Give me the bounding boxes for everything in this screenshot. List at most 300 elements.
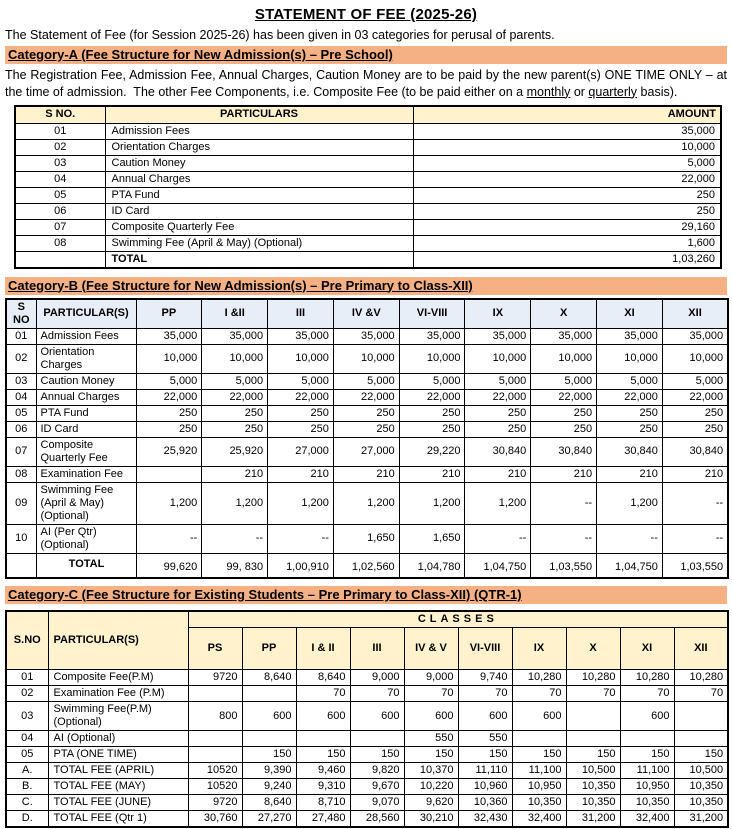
table-cell: 11,110	[458, 763, 512, 779]
table-cell: 250	[202, 421, 268, 437]
description-text: The Registration Fee, Admission Fee, Annual Charges, Caution Money are to be paid by the new parent(s) ONE TIME ONLY – at the time of admission. The other Fee Components, i.e. Composite Fee (to be paid either on a	[5, 68, 731, 99]
table-cell: 9,820	[350, 763, 404, 779]
table-cell: 9,000	[404, 670, 458, 686]
table-row	[15, 235, 721, 251]
table-cell: 35,000	[268, 328, 334, 344]
table-cell: --	[597, 524, 663, 553]
table-cell: 99,620	[136, 553, 202, 578]
table-cell: 70	[674, 686, 728, 702]
table-cell: 250	[531, 405, 597, 421]
table-row	[15, 123, 721, 139]
table-cell: 1,04,750	[597, 553, 663, 578]
classes-group-header: CLASSES	[188, 611, 728, 628]
table-cell: 10,350	[566, 795, 620, 811]
intro-text: The Statement of Fee (for Session 2025-26) has been given in 03 categories for perusal of parents.	[5, 28, 555, 42]
table-cell: 600	[458, 702, 512, 731]
table-cell: 9720	[188, 795, 242, 811]
table-cell: 32,400	[512, 811, 566, 828]
table-cell: 35,000	[531, 328, 597, 344]
table-cell: TOTAL	[36, 553, 136, 578]
table-cell: 250	[333, 405, 399, 421]
table-cell: 05	[6, 747, 48, 763]
category-c-heading	[5, 586, 727, 604]
table-cell: AI (Per Qtr) (Optional)	[36, 524, 136, 553]
table-cell: 35,000	[597, 328, 663, 344]
column-header-class-9: IX	[512, 628, 566, 670]
table-cell: 8,640	[242, 670, 296, 686]
column-header-class-pp: PP	[242, 628, 296, 670]
table-cell: ID Card	[36, 421, 136, 437]
table-cell: 22,000	[333, 389, 399, 405]
table-cell: 10	[6, 524, 36, 553]
table-cell: 10,000	[268, 344, 334, 373]
table-cell: 10,280	[512, 670, 566, 686]
column-header-class-4-5: IV & V	[404, 628, 458, 670]
table-cell	[296, 731, 350, 747]
column-header-class-6-8: VI-VIII	[399, 299, 465, 329]
table-row	[6, 328, 728, 344]
category-b-heading	[5, 277, 727, 295]
table-cell: 10,960	[458, 779, 512, 795]
table-cell: 27,270	[242, 811, 296, 828]
page-title: STATEMENT OF FEE (2025-26)	[254, 6, 478, 23]
table-row	[6, 747, 728, 763]
table-cell: 1,200	[333, 482, 399, 524]
category-a-heading	[5, 46, 727, 64]
column-header-class-pp: PP	[136, 299, 202, 329]
table-cell: PTA Fund	[105, 187, 413, 203]
table-cell: 08	[15, 235, 105, 251]
table-cell: Orientation Charges	[105, 139, 413, 155]
column-header-sno: S.NO	[6, 611, 48, 670]
table-cell: 22,000	[413, 171, 721, 187]
table-cell: 600	[296, 702, 350, 731]
table-cell: 70	[512, 686, 566, 702]
table-row	[6, 702, 728, 731]
table-cell: Composite Quarterly Fee	[36, 437, 136, 466]
table-cell: 30,840	[597, 437, 663, 466]
table-cell: 04	[15, 171, 105, 187]
table-cell: 22,000	[202, 389, 268, 405]
column-header-particulars: PARTICULAR(S)	[36, 299, 136, 329]
table-cell: Admission Fees	[105, 123, 413, 139]
quarterly-underlined-word: quarterly	[588, 84, 638, 99]
table-cell: 5,000	[597, 373, 663, 389]
table-cell: 550	[404, 731, 458, 747]
table-cell: 250	[202, 405, 268, 421]
table-cell: 30,840	[531, 437, 597, 466]
table-cell: 8,710	[296, 795, 350, 811]
table-cell: --	[136, 524, 202, 553]
table-row	[6, 763, 728, 779]
table-cell: 70	[296, 686, 350, 702]
table-cell: 1,200	[399, 482, 465, 524]
table-cell: 10,280	[674, 670, 728, 686]
column-header-class-3: III	[350, 628, 404, 670]
table-cell: 600	[242, 702, 296, 731]
table-cell: --	[202, 524, 268, 553]
table-cell: 10,000	[531, 344, 597, 373]
table-cell: D.	[6, 811, 48, 828]
table-cell: 01	[6, 328, 36, 344]
table-cell: 10,000	[662, 344, 728, 373]
table-cell: 35,000	[202, 328, 268, 344]
table-cell	[512, 731, 566, 747]
table-cell	[620, 731, 674, 747]
table-cell: 250	[413, 203, 721, 219]
table-cell: 210	[597, 466, 663, 482]
table-row	[6, 421, 728, 437]
table-row	[6, 686, 728, 702]
table-cell: 02	[6, 344, 36, 373]
table-cell: Caution Money	[36, 373, 136, 389]
table-cell: 28,560	[350, 811, 404, 828]
table-cell: 10,950	[512, 779, 566, 795]
monthly-underlined-word: monthly	[526, 84, 571, 99]
table-cell: Swimming Fee (April & May) (Optional)	[36, 482, 136, 524]
table-cell: 10,500	[566, 763, 620, 779]
table-cell: 03	[15, 155, 105, 171]
column-header-class-ps: PS	[188, 628, 242, 670]
table-cell: 10,350	[674, 779, 728, 795]
table-cell: 210	[662, 466, 728, 482]
table-cell: 31,200	[566, 811, 620, 828]
table-cell: 10,360	[458, 795, 512, 811]
table-cell: 22,000	[597, 389, 663, 405]
table-cell: 25,920	[136, 437, 202, 466]
table-cell: 06	[15, 203, 105, 219]
table-cell: 1,04,750	[465, 553, 531, 578]
column-header-class-12: XII	[674, 628, 728, 670]
table-cell	[15, 251, 105, 268]
table-cell: --	[531, 482, 597, 524]
table-cell: 5,000	[268, 373, 334, 389]
table-cell: 22,000	[136, 389, 202, 405]
table-cell: 25,920	[202, 437, 268, 466]
table-cell	[350, 731, 404, 747]
table-cell: 250	[662, 421, 728, 437]
table-cell: 250	[465, 421, 531, 437]
table-row	[6, 811, 728, 828]
table-cell: 30,210	[404, 811, 458, 828]
table-cell: TOTAL	[105, 251, 413, 268]
column-header-amount: AMOUNT	[413, 106, 721, 123]
table-cell: 09	[6, 482, 36, 524]
table-cell: 03	[6, 373, 36, 389]
column-header-sno: S NO.	[15, 106, 105, 123]
table-cell: --	[268, 524, 334, 553]
table-cell: 210	[202, 466, 268, 482]
table-cell: Caution Money	[105, 155, 413, 171]
table-cell: 5,000	[202, 373, 268, 389]
table-cell: 250	[268, 421, 334, 437]
table-cell	[674, 702, 728, 731]
table-cell: --	[662, 524, 728, 553]
table-cell: 1,200	[202, 482, 268, 524]
table-row	[6, 553, 728, 578]
table-cell: Examination Fee	[36, 466, 136, 482]
table-cell: 9,620	[404, 795, 458, 811]
table-cell: 250	[399, 405, 465, 421]
table-row	[6, 670, 728, 686]
table-cell: 29,160	[413, 219, 721, 235]
table-cell: 04	[6, 731, 48, 747]
table-row	[6, 795, 728, 811]
table-cell: --	[465, 524, 531, 553]
table-cell: 5,000	[662, 373, 728, 389]
table-cell: 150	[350, 747, 404, 763]
table-cell	[242, 686, 296, 702]
table-cell: 9720	[188, 670, 242, 686]
table-cell: 10,000	[597, 344, 663, 373]
table-cell: 9,670	[350, 779, 404, 795]
table-cell: 10,280	[566, 670, 620, 686]
column-header-class-10: X	[566, 628, 620, 670]
table-cell: 8,640	[242, 795, 296, 811]
table-cell: 1,00,910	[268, 553, 334, 578]
table-cell: 05	[6, 405, 36, 421]
table-cell: Composite Fee(P.M)	[48, 670, 188, 686]
table-cell: B.	[6, 779, 48, 795]
column-header-class-1-2: I &II	[202, 299, 268, 329]
table-cell: 08	[6, 466, 36, 482]
table-cell: 1,03,550	[662, 553, 728, 578]
table-row	[6, 437, 728, 466]
table-cell: 99, 830	[202, 553, 268, 578]
table-cell: 10,220	[404, 779, 458, 795]
table-cell: 27,480	[296, 811, 350, 828]
category-a-fee-table	[14, 105, 722, 269]
table-cell: 550	[458, 731, 512, 747]
table-cell: 10,000	[413, 139, 721, 155]
table-cell: 250	[136, 405, 202, 421]
table-cell: 27,000	[333, 437, 399, 466]
table-cell: 70	[566, 686, 620, 702]
table-cell: 250	[333, 421, 399, 437]
table-cell: 5,000	[136, 373, 202, 389]
table-cell: 210	[465, 466, 531, 482]
table-cell: 35,000	[465, 328, 531, 344]
category-b-heading-text: Category-B (Fee Structure for New Admission(s) – Pre Primary to Class-XII)	[8, 277, 473, 293]
table-row	[6, 466, 728, 482]
table-cell: Admission Fees	[36, 328, 136, 344]
table-cell: 8,640	[296, 670, 350, 686]
column-header-class-4-5: IV &V	[333, 299, 399, 329]
table-cell: 1,200	[136, 482, 202, 524]
table-row	[6, 731, 728, 747]
table-cell: ID Card	[105, 203, 413, 219]
table-cell: 10,350	[566, 779, 620, 795]
column-header-class-3: III	[268, 299, 334, 329]
table-cell: 150	[566, 747, 620, 763]
table-cell: --	[531, 524, 597, 553]
table-cell: 10,000	[202, 344, 268, 373]
table-cell	[136, 466, 202, 482]
table-cell: 250	[597, 405, 663, 421]
table-cell: 250	[136, 421, 202, 437]
column-header-class-1-2: I & II	[296, 628, 350, 670]
table-cell: 35,000	[136, 328, 202, 344]
table-cell: 250	[268, 405, 334, 421]
table-cell: 150	[242, 747, 296, 763]
table-row	[15, 203, 721, 219]
table-cell: 10,350	[620, 795, 674, 811]
table-cell: TOTAL FEE (APRIL)	[48, 763, 188, 779]
category-b-fee-table	[5, 298, 729, 580]
table-cell: PTA (ONE TIME)	[48, 747, 188, 763]
table-cell: 70	[350, 686, 404, 702]
table-row	[15, 219, 721, 235]
table-cell: 11,100	[512, 763, 566, 779]
table-cell: 35,000	[333, 328, 399, 344]
table-cell: 30,840	[662, 437, 728, 466]
table-cell: 5,000	[413, 155, 721, 171]
table-cell: 05	[15, 187, 105, 203]
table-cell: 250	[662, 405, 728, 421]
column-header-class-6-8: VI-VIII	[458, 628, 512, 670]
table-cell: 9,070	[350, 795, 404, 811]
table-cell: TOTAL FEE (Qtr 1)	[48, 811, 188, 828]
table-cell: 1,200	[268, 482, 334, 524]
table-cell: 10,000	[136, 344, 202, 373]
table-cell: 150	[296, 747, 350, 763]
table-cell: 5,000	[399, 373, 465, 389]
table-cell: 250	[597, 421, 663, 437]
table-cell: 10,000	[333, 344, 399, 373]
category-c-heading-text: Category-C (Fee Structure for Existing Students – Pre Primary to Class-XII) (QTR-1)	[8, 587, 522, 602]
table-row	[6, 482, 728, 524]
table-cell: 1,600	[413, 235, 721, 251]
table-cell: C.	[6, 795, 48, 811]
table-cell: 30,840	[465, 437, 531, 466]
table-cell: 35,000	[399, 328, 465, 344]
table-cell: 1,04,780	[399, 553, 465, 578]
table-cell: 32,400	[620, 811, 674, 828]
table-cell: 70	[620, 686, 674, 702]
table-cell: 1,650	[333, 524, 399, 553]
table-cell: 600	[620, 702, 674, 731]
table-cell	[566, 731, 620, 747]
table-cell: 9,000	[350, 670, 404, 686]
description-text: or	[570, 84, 589, 99]
table-cell: 27,000	[268, 437, 334, 466]
table-cell	[566, 702, 620, 731]
table-cell: 10,500	[674, 763, 728, 779]
header-row	[15, 106, 721, 123]
table-cell	[6, 553, 36, 578]
column-header-class-12: XII	[662, 299, 728, 329]
column-header-class-11: XI	[620, 628, 674, 670]
table-cell: 22,000	[268, 389, 334, 405]
table-cell: 22,000	[662, 389, 728, 405]
table-cell: 10,280	[620, 670, 674, 686]
table-cell: 70	[404, 686, 458, 702]
table-cell	[188, 686, 242, 702]
column-header-sno: S NO	[6, 299, 36, 329]
table-row	[6, 389, 728, 405]
table-cell: 11,100	[620, 763, 674, 779]
table-cell	[242, 731, 296, 747]
table-cell: 150	[674, 747, 728, 763]
table-cell: 04	[6, 389, 36, 405]
table-cell: 03	[6, 702, 48, 731]
table-cell: 9,240	[242, 779, 296, 795]
category-c-fee-table	[5, 610, 729, 828]
table-row	[15, 251, 721, 268]
table-cell: 150	[512, 747, 566, 763]
column-header-class-10: X	[531, 299, 597, 329]
table-cell: 07	[15, 219, 105, 235]
column-header-particulars: PARTICULARS	[105, 106, 413, 123]
table-row	[6, 524, 728, 553]
table-cell: 10,370	[404, 763, 458, 779]
table-cell: 600	[404, 702, 458, 731]
column-header-class-11: XI	[597, 299, 663, 329]
header-row	[6, 299, 728, 329]
table-cell: 1,03,260	[413, 251, 721, 268]
table-cell: 210	[268, 466, 334, 482]
table-cell: 9,460	[296, 763, 350, 779]
description-text: basis).	[637, 84, 678, 99]
table-cell: 30,760	[188, 811, 242, 828]
table-cell: 250	[413, 187, 721, 203]
table-cell: 22,000	[465, 389, 531, 405]
table-cell: 210	[333, 466, 399, 482]
table-cell: 06	[6, 421, 36, 437]
category-a-heading-text: Category-A (Fee Structure for New Admission(s) – Pre School)	[8, 47, 393, 62]
table-cell: 1,200	[465, 482, 531, 524]
header-row-classes	[6, 611, 728, 628]
table-cell: 10520	[188, 779, 242, 795]
table-cell: 10520	[188, 763, 242, 779]
table-cell: 250	[531, 421, 597, 437]
table-cell: Swimming Fee(P.M) (Optional)	[48, 702, 188, 731]
table-cell: 600	[350, 702, 404, 731]
table-cell: 5,000	[465, 373, 531, 389]
table-cell: 210	[531, 466, 597, 482]
table-cell: 150	[458, 747, 512, 763]
table-cell: 9,310	[296, 779, 350, 795]
table-cell: 32,430	[458, 811, 512, 828]
table-cell: 800	[188, 702, 242, 731]
table-cell: 10,000	[465, 344, 531, 373]
table-cell: 250	[465, 405, 531, 421]
table-cell: 10,350	[512, 795, 566, 811]
table-cell: 150	[620, 747, 674, 763]
table-cell: 22,000	[399, 389, 465, 405]
table-cell: 02	[6, 686, 48, 702]
column-header-class-9: IX	[465, 299, 531, 329]
table-cell	[674, 731, 728, 747]
table-cell: Swimming Fee (April & May) (Optional)	[105, 235, 413, 251]
column-header-particulars: PARTICULAR(S)	[48, 611, 188, 670]
table-cell: 1,02,560	[333, 553, 399, 578]
table-cell: Annual Charges	[36, 389, 136, 405]
table-row	[6, 344, 728, 373]
table-cell: 9,390	[242, 763, 296, 779]
table-cell: 10,000	[399, 344, 465, 373]
table-cell: 600	[512, 702, 566, 731]
table-cell: 10,350	[674, 795, 728, 811]
table-row	[15, 155, 721, 171]
table-cell: 02	[15, 139, 105, 155]
table-cell: TOTAL FEE (JUNE)	[48, 795, 188, 811]
table-cell: 210	[399, 466, 465, 482]
table-cell: AI (Optional)	[48, 731, 188, 747]
table-cell: 70	[458, 686, 512, 702]
table-cell: Orientation Charges	[36, 344, 136, 373]
table-cell: 150	[404, 747, 458, 763]
